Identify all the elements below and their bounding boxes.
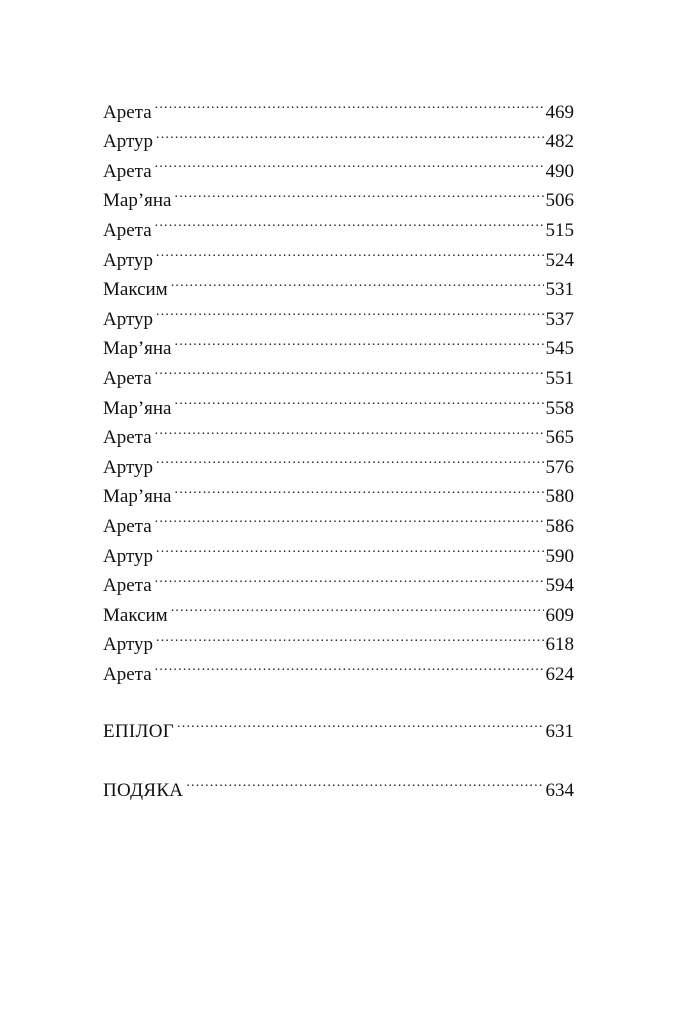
toc-entry-page: 558 bbox=[545, 397, 574, 419]
toc-entry-title: Арета bbox=[103, 101, 152, 123]
toc-entry[interactable] bbox=[103, 443, 574, 478]
toc-entry-page: 524 bbox=[545, 249, 574, 271]
toc-entry[interactable] bbox=[103, 206, 574, 241]
dot-leader bbox=[156, 118, 543, 148]
toc-entry[interactable] bbox=[103, 502, 574, 537]
toc-entry-page: 490 bbox=[545, 160, 574, 182]
dot-leader bbox=[177, 707, 543, 737]
toc-entry-title: Арета bbox=[103, 219, 152, 241]
toc-entry-title: Артур bbox=[103, 131, 154, 153]
toc-entry[interactable] bbox=[103, 354, 574, 389]
dot-leader bbox=[155, 562, 544, 592]
toc-entry-title: Мар’яна bbox=[103, 397, 172, 419]
toc-entry[interactable] bbox=[103, 621, 574, 656]
dot-leader bbox=[155, 147, 544, 177]
dot-leader bbox=[156, 443, 543, 473]
dot-leader bbox=[155, 206, 544, 236]
dot-leader bbox=[171, 266, 544, 296]
dot-leader bbox=[175, 325, 544, 355]
toc-entry-page: 515 bbox=[545, 219, 574, 241]
toc-entry[interactable] bbox=[103, 236, 574, 271]
toc-entry[interactable] bbox=[103, 118, 574, 153]
acknowledgements-page: 634 bbox=[545, 779, 574, 801]
toc-entry-page: 565 bbox=[545, 427, 574, 449]
toc-entry-title: Максим bbox=[103, 279, 168, 301]
dot-leader bbox=[155, 650, 544, 680]
toc-entry-page: 576 bbox=[545, 456, 574, 478]
toc-entry[interactable] bbox=[103, 591, 574, 626]
dot-leader bbox=[186, 766, 543, 796]
toc-entry-page: 624 bbox=[545, 663, 574, 685]
dot-leader bbox=[155, 354, 544, 384]
toc-entry-title: Арета bbox=[103, 575, 152, 597]
toc-entry-title: Артур bbox=[103, 249, 154, 271]
toc-entry-page: 586 bbox=[545, 515, 574, 537]
toc-entry-page: 531 bbox=[545, 279, 574, 301]
toc-entry-title: Мар’яна bbox=[103, 338, 172, 360]
toc-entry-page: 482 bbox=[545, 131, 574, 153]
epilogue-page: 631 bbox=[545, 720, 574, 742]
toc-entry-page: 537 bbox=[545, 308, 574, 330]
dot-leader bbox=[156, 236, 543, 266]
dot-leader bbox=[155, 414, 544, 444]
toc-entry-title: Арета bbox=[103, 160, 152, 182]
dot-leader bbox=[155, 88, 544, 118]
toc-entry-page: 545 bbox=[545, 338, 574, 360]
toc-entry[interactable] bbox=[103, 295, 574, 330]
toc-entry-page: 594 bbox=[545, 575, 574, 597]
toc-entry[interactable] bbox=[103, 562, 574, 597]
toc-entry[interactable] bbox=[103, 473, 574, 508]
dot-leader bbox=[156, 532, 543, 562]
toc-entry[interactable] bbox=[103, 147, 574, 182]
toc-entry-page: 469 bbox=[545, 101, 574, 123]
toc-entry-page: 506 bbox=[545, 190, 574, 212]
toc-entry-page: 590 bbox=[545, 545, 574, 567]
toc-acknowledgements-entry[interactable] bbox=[103, 766, 574, 801]
toc-entry-title: Арета bbox=[103, 663, 152, 685]
toc-entry[interactable] bbox=[103, 177, 574, 212]
toc-entry[interactable] bbox=[103, 325, 574, 360]
acknowledgements-title: ПОДЯКА bbox=[103, 779, 184, 801]
toc-entry-title: Артур bbox=[103, 456, 154, 478]
dot-leader bbox=[175, 384, 544, 414]
toc-entry-title: Арета bbox=[103, 515, 152, 537]
toc-entry-page: 551 bbox=[545, 367, 574, 389]
toc-entry-page: 618 bbox=[545, 634, 574, 656]
dot-leader bbox=[156, 295, 543, 325]
dot-leader bbox=[175, 177, 544, 207]
toc-entry[interactable] bbox=[103, 414, 574, 449]
toc-entry-title: Максим bbox=[103, 604, 168, 626]
toc-entry-page: 580 bbox=[545, 486, 574, 508]
toc-entry-title: Арета bbox=[103, 367, 152, 389]
epilogue-title: ЕПІЛОГ bbox=[103, 720, 175, 742]
table-of-contents bbox=[103, 88, 574, 685]
toc-entry[interactable] bbox=[103, 384, 574, 419]
toc-entry-title: Мар’яна bbox=[103, 486, 172, 508]
toc-entry-title: Артур bbox=[103, 308, 154, 330]
toc-entry[interactable] bbox=[103, 266, 574, 301]
toc-entry-title: Артур bbox=[103, 634, 154, 656]
toc-entry-title: Артур bbox=[103, 545, 154, 567]
dot-leader bbox=[156, 621, 543, 651]
dot-leader bbox=[175, 473, 544, 503]
toc-entry[interactable] bbox=[103, 88, 574, 123]
toc-entry[interactable] bbox=[103, 650, 574, 685]
dot-leader bbox=[155, 502, 544, 532]
toc-entry-page: 609 bbox=[545, 604, 574, 626]
toc-entry-title: Арета bbox=[103, 427, 152, 449]
toc-epilogue-entry[interactable] bbox=[103, 707, 574, 742]
dot-leader bbox=[171, 591, 544, 621]
toc-entry[interactable] bbox=[103, 532, 574, 567]
toc-entry-title: Мар’яна bbox=[103, 190, 172, 212]
